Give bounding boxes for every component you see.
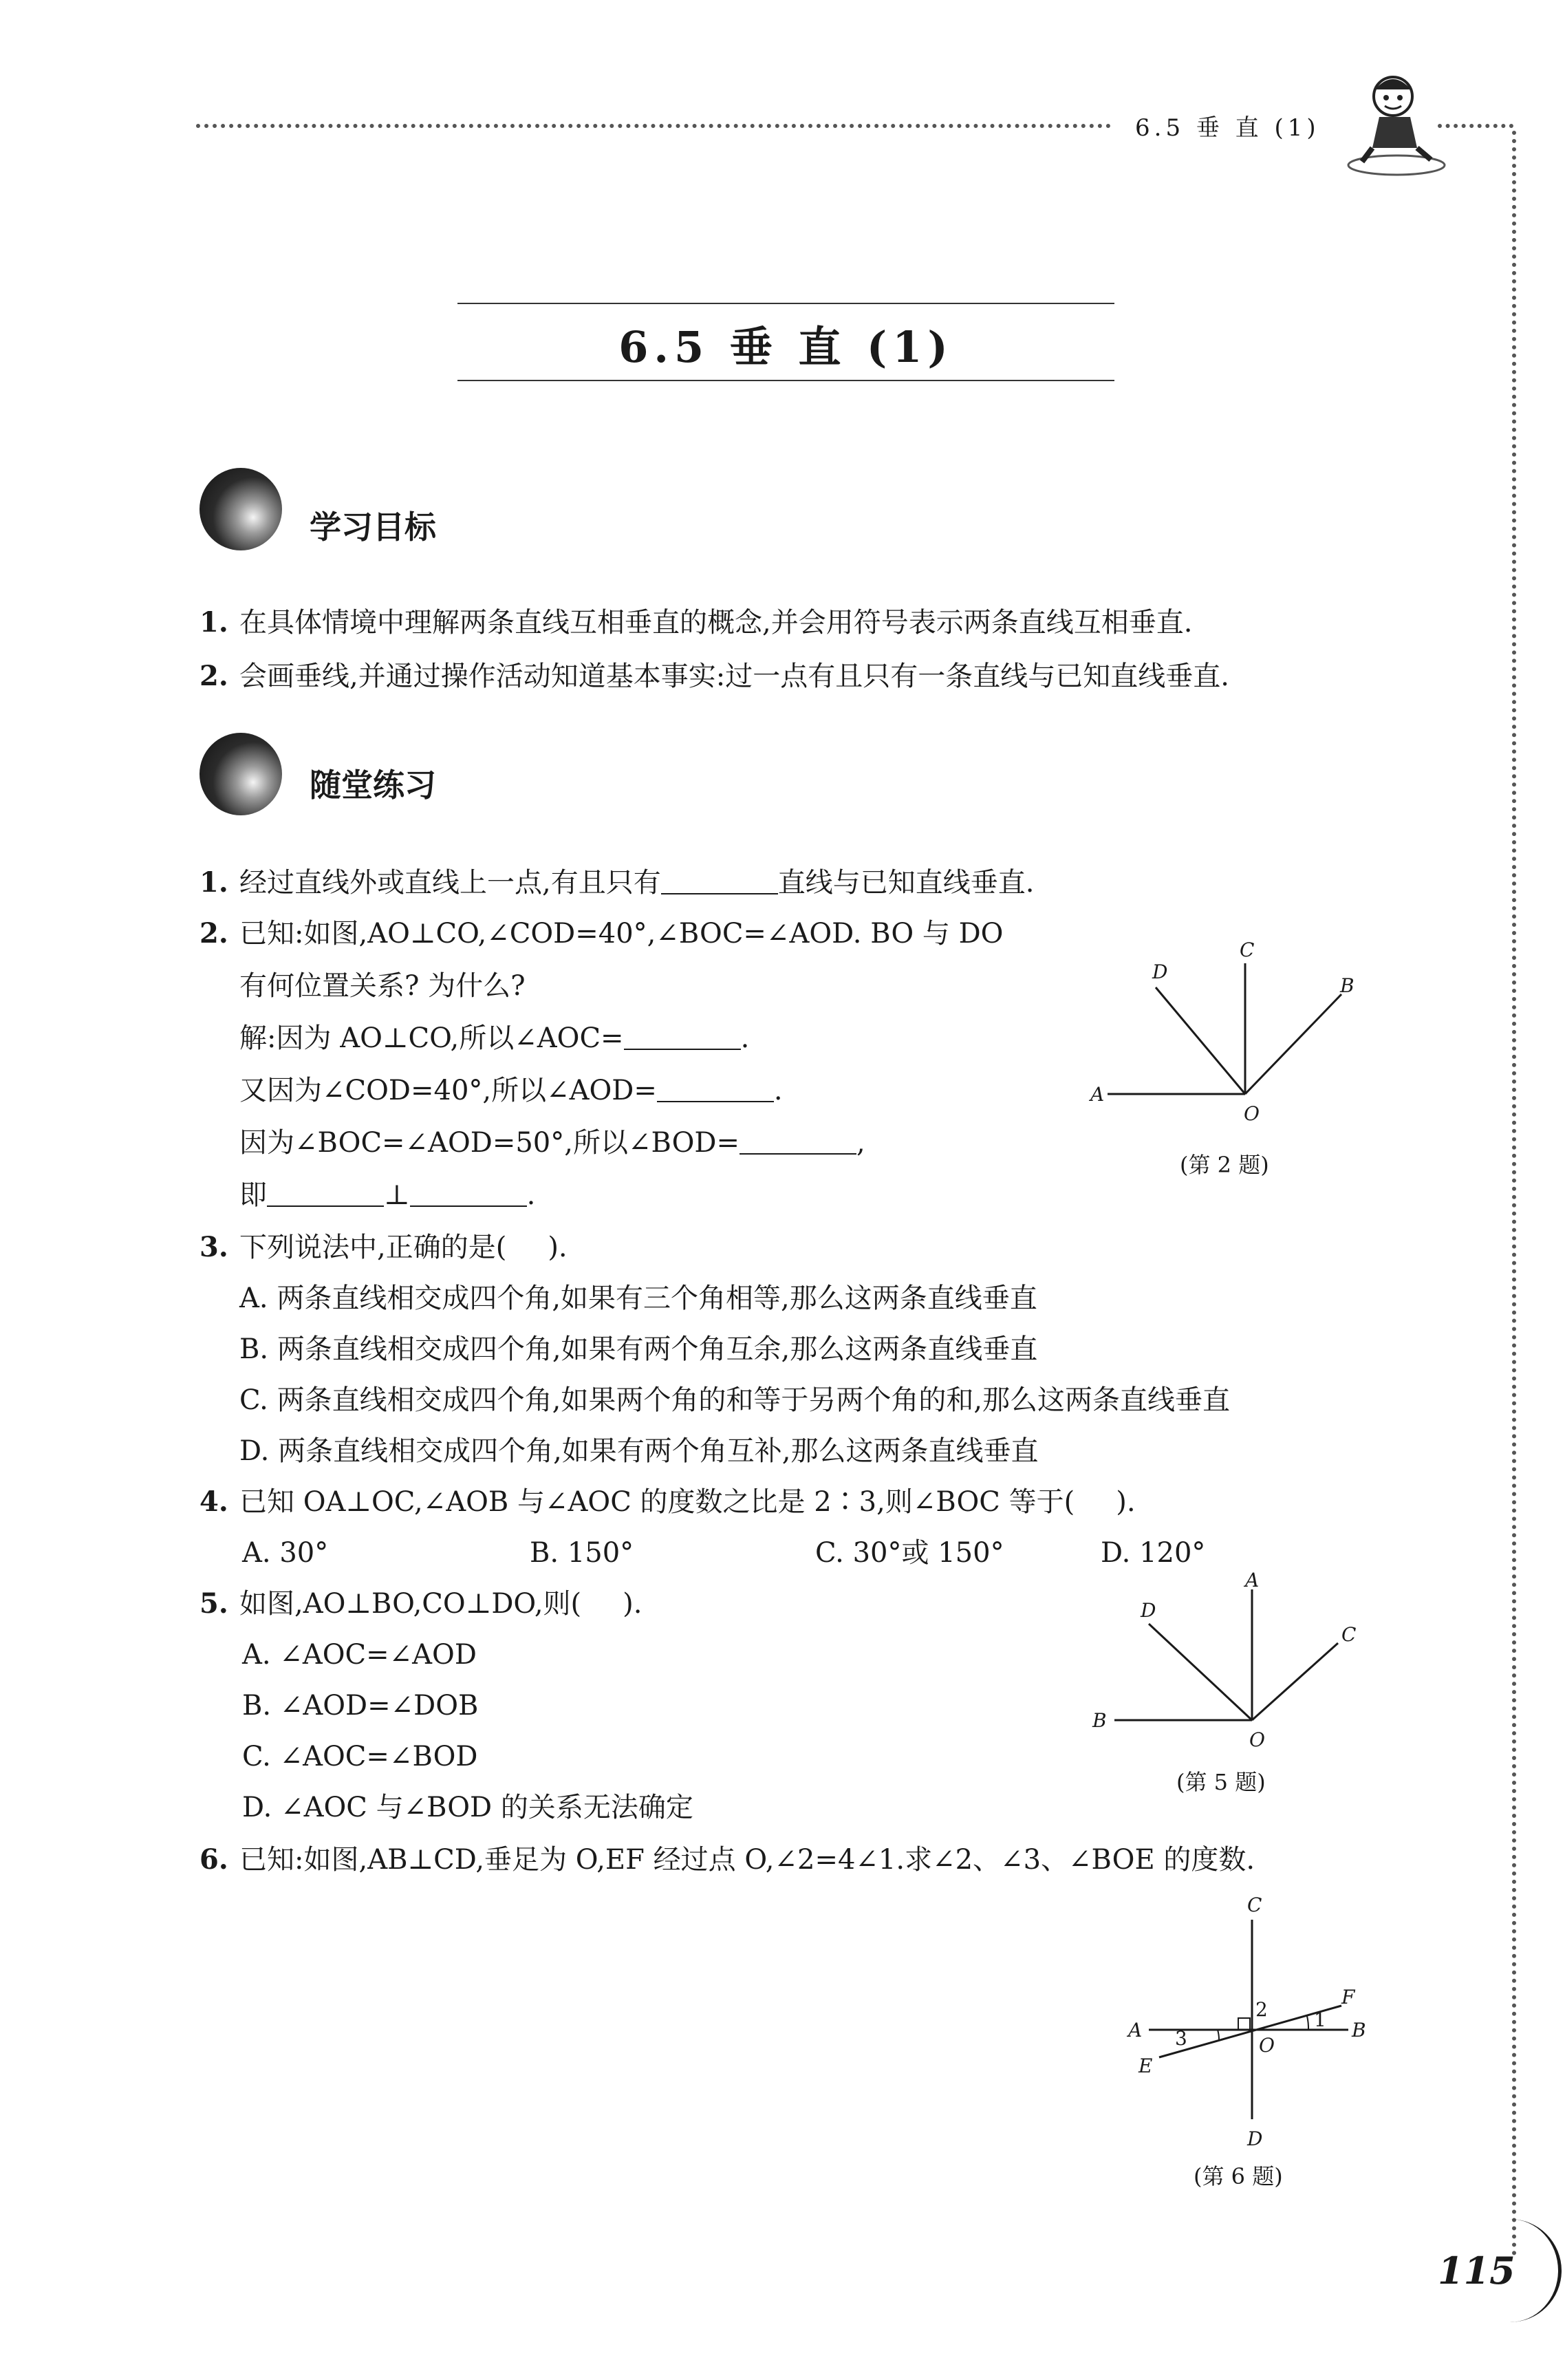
figure-q2: [1087, 936, 1376, 1128]
question-number: 4.: [199, 1486, 228, 1518]
option-5B[interactable]: B. ∠AOD=∠DOB: [242, 1690, 479, 1722]
option-4D[interactable]: D. 120°: [1101, 1537, 1206, 1569]
ray-OC: [1252, 1643, 1338, 1720]
question-number: 3.: [199, 1231, 228, 1263]
label-C: C: [1247, 1894, 1262, 1916]
objective-item: [199, 605, 1192, 640]
question-2-line-1: [199, 916, 1003, 951]
option-5A[interactable]: A. ∠AOC=∠AOD: [242, 1639, 477, 1671]
question-text: ).: [548, 1232, 568, 1263]
option-3C[interactable]: C. 两条直线相交成四个角,如果两个角的和等于另两个角的和,那么这两条直线垂直: [239, 1384, 1231, 1416]
header-dotted-rule: [196, 124, 1111, 128]
question-text: ).: [1116, 1486, 1136, 1518]
label-C: C: [1341, 1623, 1357, 1646]
objective-number: 1.: [199, 606, 228, 639]
question-number: 2.: [199, 917, 228, 950]
label-D: D: [1141, 1599, 1156, 1622]
question-text: 如图,AO⊥BO,CO⊥DO,则(: [239, 1588, 582, 1620]
label-D: D: [1152, 961, 1168, 983]
objective-item: [199, 659, 1229, 694]
page-edge-dotted-rule: [1512, 131, 1516, 2257]
section-ball-icon: [199, 733, 282, 815]
label-D: D: [1247, 2127, 1263, 2150]
punct: ,: [856, 1127, 865, 1159]
objective-text: 会画垂线,并通过操作活动知道基本事实:过一点有且只有一条直线与已知直线垂直.: [239, 661, 1229, 692]
option-3B[interactable]: B. 两条直线相交成四个角,如果有两个角互余,那么这两条直线垂直: [239, 1333, 1038, 1365]
ray-OD: [1149, 1624, 1252, 1720]
question-2-line-6: [239, 1178, 535, 1212]
header-dotted-rule-right: [1438, 124, 1513, 128]
question-2-line-3: [239, 1021, 749, 1055]
question-text: 下列说法中,正确的是(: [239, 1232, 507, 1263]
answer-blank[interactable]: [740, 1126, 856, 1155]
option-5C[interactable]: C. ∠AOC=∠BOD: [242, 1741, 478, 1772]
question-number: 5.: [199, 1587, 228, 1620]
perp-symbol: ⊥: [384, 1179, 410, 1211]
question-3: [199, 1230, 568, 1265]
label-E: E: [1138, 2055, 1153, 2077]
option-5D[interactable]: D. ∠AOC 与∠BOD 的关系无法确定: [242, 1792, 693, 1823]
figure-q6: [1114, 1892, 1390, 2167]
section-ball-icon: [199, 468, 282, 550]
answer-blank[interactable]: [624, 1021, 741, 1050]
question-text: 已知 OA⊥OC,∠AOB 与∠AOC 的度数之比是 2∶3,则∠BOC 等于(: [239, 1486, 1075, 1518]
label-A: A: [1128, 2019, 1143, 2041]
answer-blank[interactable]: [661, 866, 778, 894]
right-angle-mark: [1238, 2018, 1250, 2030]
question-number: 6.: [199, 1843, 228, 1876]
option-3A[interactable]: A. 两条直线相交成四个角,如果有三个角相等,那么这两条直线垂直: [239, 1283, 1037, 1314]
question-text: 又因为∠COD=40°,所以∠AOD=: [239, 1075, 657, 1106]
mascot-icon: [1345, 69, 1448, 179]
page-title: 6.5 垂 直 (1): [618, 322, 953, 372]
question-text: 已知:如图,AB⊥CD,垂足为 O,EF 经过点 O,∠2=4∠1.求∠2、∠3、∠BOE 的度数.: [239, 1844, 1255, 1876]
question-5: [199, 1587, 643, 1621]
question-1: [199, 866, 1034, 900]
answer-blank[interactable]: [657, 1073, 774, 1102]
question-text: 直线与已知直线垂直.: [777, 867, 1035, 899]
question-text: 已知:如图,AO⊥CO,∠COD=40°,∠BOC=∠AOD. BO 与 DO: [239, 918, 1004, 950]
question-2-line-2: 有何位置关系? 为什么?: [239, 970, 526, 1002]
label-B: B: [1092, 1709, 1107, 1732]
angle-label-2: 2: [1255, 1998, 1268, 2021]
figure-q5: [1087, 1562, 1376, 1768]
answer-blank[interactable]: [410, 1178, 527, 1207]
ray-OB: [1245, 994, 1341, 1094]
question-text: 因为∠BOC=∠AOD=50°,所以∠BOD=: [239, 1127, 740, 1159]
running-title: 6.5 垂 直 (1): [1135, 114, 1320, 142]
section-heading-objectives: 学习目标: [310, 508, 436, 546]
question-text: 经过直线外或直线上一点,有且只有: [239, 867, 661, 899]
question-number: 1.: [199, 866, 228, 899]
label-A: A: [1245, 1569, 1260, 1591]
option-3D[interactable]: D. 两条直线相交成四个角,如果有两个角互补,那么这两条直线垂直: [239, 1435, 1039, 1467]
option-4C[interactable]: C. 30°或 150°: [815, 1537, 1004, 1569]
objective-text: 在具体情境中理解两条直线互相垂直的概念,并会用符号表示两条直线互相垂直.: [239, 607, 1193, 639]
option-4B[interactable]: B. 150°: [530, 1537, 634, 1569]
figure-caption-q6: (第 6 题): [1194, 2163, 1283, 2189]
angle-label-1: 1: [1314, 2008, 1326, 2031]
label-O: O: [1259, 2034, 1275, 2057]
label-O: O: [1244, 1102, 1260, 1125]
page-number: 115: [1438, 2249, 1515, 2293]
figure-caption-q5: (第 5 题): [1176, 1769, 1266, 1795]
label-F: F: [1341, 1986, 1355, 2008]
question-2-line-4: [239, 1073, 783, 1108]
ray-OD: [1156, 987, 1245, 1094]
question-4: [199, 1485, 1136, 1519]
label-A: A: [1090, 1083, 1105, 1106]
punct: .: [740, 1022, 750, 1054]
objective-number: 2.: [199, 660, 228, 692]
question-text: 解:因为 AO⊥CO,所以∠AOC=: [239, 1022, 624, 1054]
label-C: C: [1240, 939, 1255, 961]
option-4A[interactable]: A. 30°: [242, 1537, 329, 1569]
question-text: 即: [239, 1179, 267, 1211]
section-heading-practice: 随堂练习: [310, 766, 436, 804]
label-O: O: [1249, 1728, 1265, 1751]
question-6: [199, 1843, 1255, 1877]
label-B: B: [1352, 2019, 1366, 2041]
figure-caption-q2: (第 2 题): [1180, 1152, 1269, 1178]
question-text: ).: [623, 1588, 643, 1620]
punct: .: [526, 1179, 536, 1211]
punct: .: [773, 1075, 783, 1106]
label-B: B: [1340, 974, 1354, 997]
question-2-line-5: [239, 1126, 865, 1160]
angle-label-3: 3: [1175, 2027, 1187, 2050]
answer-blank[interactable]: [267, 1178, 384, 1207]
